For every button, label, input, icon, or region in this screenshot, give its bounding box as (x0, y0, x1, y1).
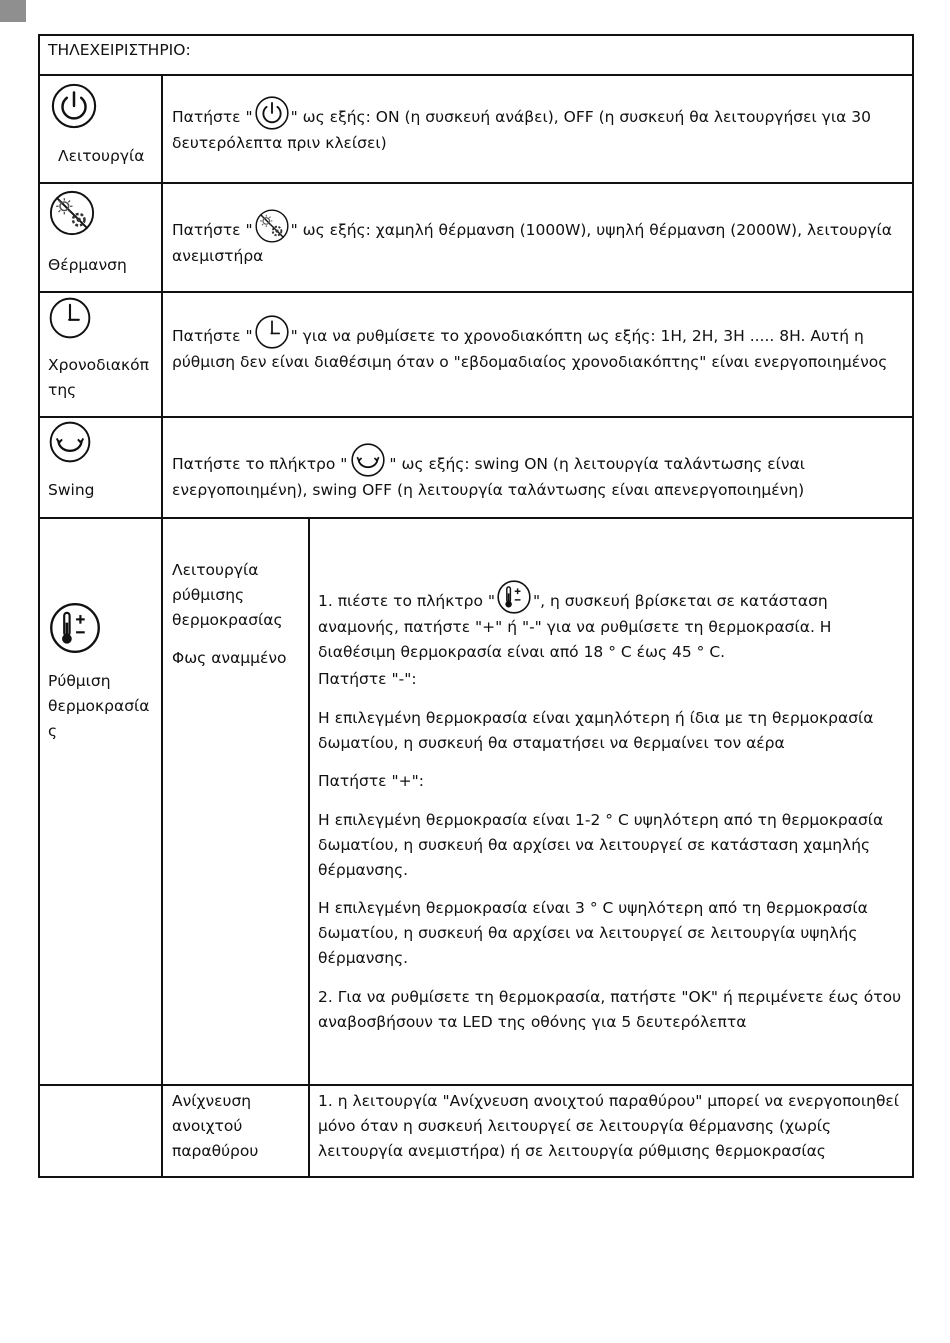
row-divider (38, 182, 914, 184)
power-label: Λειτουργία (58, 147, 145, 165)
swing-icon (48, 420, 92, 464)
swing-icon-inline (348, 442, 388, 478)
clock-icon (48, 296, 92, 340)
temperature-step-2: 2. Για να ρυθμίσετε τη θερμοκρασία, πατήστε "OK" ή περιμένετε έως ότου αναβοσβήσουν τα LED της οθόνης για 5 δευτερόλεπτα (318, 988, 902, 1031)
row-divider (38, 416, 914, 418)
thermometer-icon (48, 601, 102, 655)
window-detection-label: Ανίχνευση ανοιχτού παραθύρου (172, 1092, 259, 1160)
press-plus-low-description: Η επιλεγμένη θερμοκρασία είναι 1-2 ° C υψηλότερη από τη θερμοκρασία δωματίου, η συσκευή θα αρχίσει να λειτουργεί σε κατάσταση χαμηλής θέρμανσης. (318, 811, 884, 879)
heat-fan-icon (48, 189, 96, 237)
power-icon-inline (254, 95, 290, 131)
swing-description: Πατήστε το πλήκτρο " " ως εξής: swing ON (η λειτουργία ταλάντωσης είναι ενεργοποιημένη), swing OFF (η λειτουργία ταλάντωσης είναι απενεργοποιημένη) (172, 442, 902, 503)
heating-label: Θέρμανση (48, 256, 127, 274)
heat-fan-icon-inline (254, 208, 290, 244)
table-title: ΤΗΛΕΧΕΙΡΙΣΤΗΡΙΟ: (48, 41, 191, 59)
power-icon (50, 82, 98, 130)
row-divider (38, 291, 914, 293)
press-minus-label: Πατήστε "-": (318, 670, 417, 688)
press-plus-label: Πατήστε "+": (318, 772, 424, 790)
thermometer-icon-inline (496, 579, 532, 615)
column-divider (161, 74, 163, 1178)
timer-label: Χρονοδιακόπ της (48, 356, 149, 399)
heating-description: Πατήστε " " ως εξής: χαμηλή θέρμανση (1000W), υψηλή θέρμανση (2000W), λειτουργία ανεμιστήρα (172, 208, 902, 269)
timer-description: Πατήστε " " για να ρυθμίσετε το χρονοδιακόπτη ως εξής: 1H, 2H, 3H ..... 8H. Αυτή η ρύθμιση δεν είναι διαθέσιμη όταν ο "εβδομαδιαίος χρονοδιακόπτης" είναι ενεργοποιημένος (172, 314, 902, 375)
row-divider (38, 1084, 914, 1086)
light-on-note: Φως αναμμένο (172, 649, 287, 667)
row-divider (38, 74, 914, 76)
temperature-label: Ρύθμιση θερμοκρασία ς (48, 672, 150, 740)
press-plus-high-description: Η επιλεγμένη θερμοκρασία είναι 3 ° C υψηλότερη από τη θερμοκρασία δωματίου, η συσκευή θα αρχίσει να λειτουργεί σε λειτουργία υψηλής θέρμανσης. (318, 899, 868, 967)
swing-label: Swing (48, 481, 95, 499)
clock-icon-inline (254, 314, 290, 350)
row-divider (38, 517, 914, 519)
power-description: Πατήστε " " ως εξής: ON (η συσκευή ανάβει), OFF (η συσκευή θα λειτουργήσει για 30 δευτερόλεπτα πριν κλείσει) (172, 95, 902, 156)
page-corner-mark (0, 0, 26, 22)
press-minus-description: Η επιλεγμένη θερμοκρασία είναι χαμηλότερη ή ίδια με τη θερμοκρασία δωματίου, η συσκευή θα σταματήσει να θερμαίνει τον αέρα (318, 709, 874, 752)
column-divider (308, 517, 310, 1178)
temperature-step-1: 1. πιέστε το πλήκτρο " ", η συσκευή βρίσκεται σε κατάσταση αναμονής, πατήστε "+" ή "-" για να ρυθμίσετε τη θερμοκρασία. Η διαθέσιμη θερμοκρασία είναι από 18 ° C έως 45 ° C. (318, 579, 906, 665)
temperature-mode-label: Λειτουργία ρύθμισης θερμοκρασίας (172, 561, 283, 629)
window-detection-description: 1. η λειτουργία "Ανίχνευση ανοιχτού παραθύρου" μπορεί να ενεργοποιηθεί μόνο όταν η συσκευή λειτουργεί σε λειτουργία θέρμανσης (χωρίς λειτουργία ανεμιστήρα) ή σε λειτουργία ρύθμισης θερμοκρασίας (318, 1092, 900, 1160)
